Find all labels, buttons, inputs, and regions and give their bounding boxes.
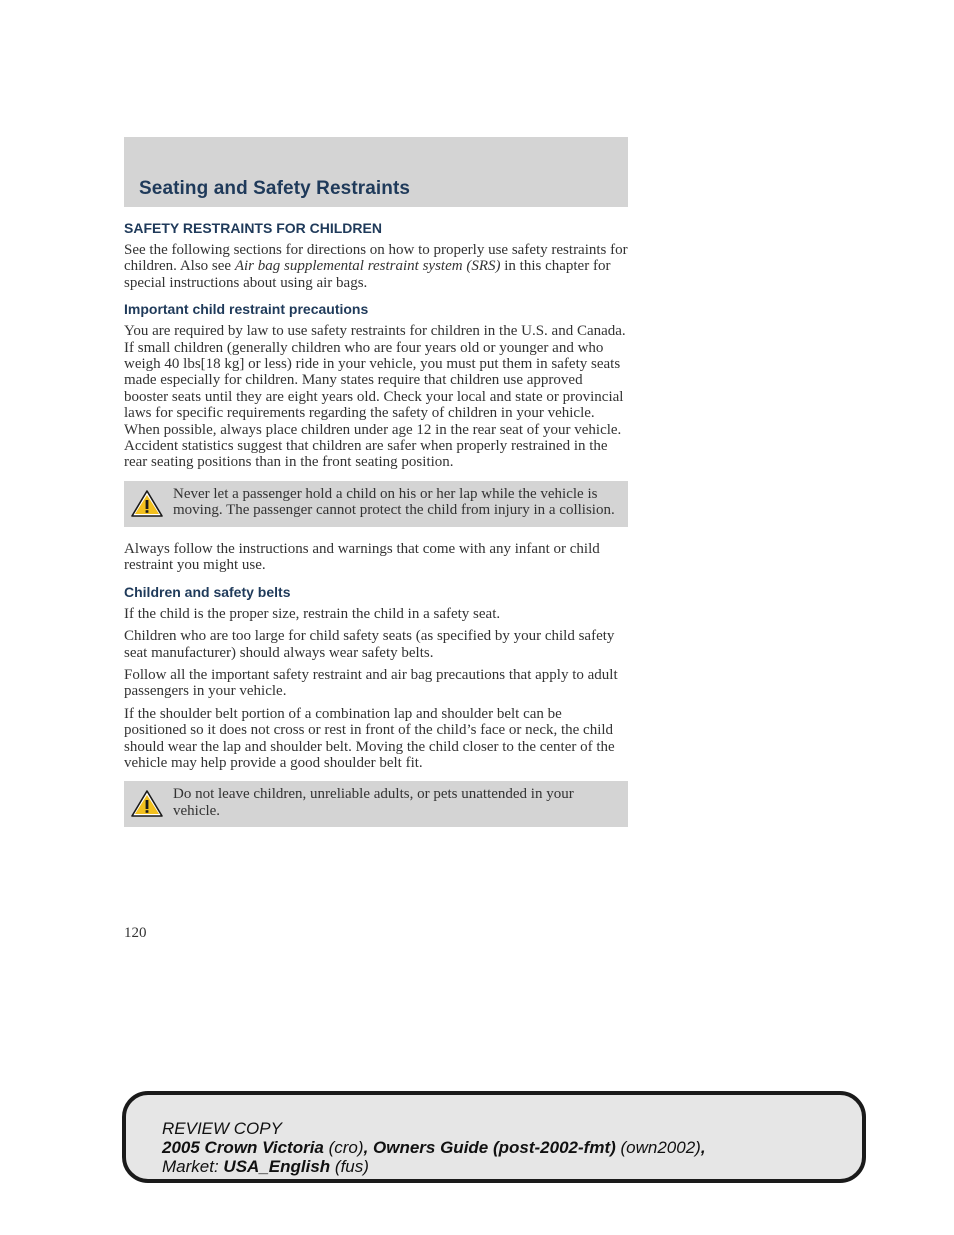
page-title: Seating and Safety Restraints xyxy=(139,178,411,199)
review-copy-label: REVIEW COPY xyxy=(162,1119,282,1138)
follow-instructions-paragraph: Always follow the instructions and warnings that come with any infant or child restraint you might use. xyxy=(124,540,600,574)
warning-box-lap xyxy=(124,481,628,527)
warning-triangle-icon xyxy=(130,489,164,519)
page-number: 120 xyxy=(124,925,147,941)
footer-market-code: (fus) xyxy=(334,1157,369,1176)
belts-paragraph-3: Follow all the important safety restraint and air bag precautions that apply to adult passengers in your vehicle. xyxy=(124,666,618,700)
warning-box-unattended xyxy=(124,781,628,827)
warning-text-lap: Never let a passenger hold a child on his or her lap while the vehicle is moving. The passenger cannot protect the child from injury in a collision. xyxy=(173,485,615,519)
belts-paragraph-2: Children who are too large for child safety seats (as specified by your child safety seat manufacturer) should always wear safety belts. xyxy=(124,628,615,661)
footer-market-label: Market: xyxy=(162,1157,219,1176)
warning-triangle-icon xyxy=(130,789,164,819)
footer-guide-code: (own2002) xyxy=(620,1138,701,1157)
footer-model: 2005 Crown Victoria xyxy=(162,1138,324,1157)
footer-market: USA_English xyxy=(223,1157,331,1176)
footer-model-code: (cro) xyxy=(328,1138,364,1157)
main-content xyxy=(124,220,628,841)
footer-guide-line xyxy=(162,1138,706,1157)
belts-heading: Children and safety belts xyxy=(124,583,291,600)
intro-text-after: in this chapter for special instructions about using air bags. xyxy=(124,258,611,291)
footer-text xyxy=(162,1119,706,1176)
belts-paragraph-1: If the child is the proper size, restrain the child in a safety seat. xyxy=(124,605,501,622)
warning-text-unattended: Do not leave children, unreliable adults, or pets unattended in your vehicle. xyxy=(173,786,574,819)
belts-paragraph-4: If the shoulder belt portion of a combination lap and shoulder belt can be positioned so it does not cross or rest in front of the child’s face or neck, the child should wear the lap and shoulder belt. Moving the child closer to the center of the vehicle may help provide a good shoulder belt fit. xyxy=(124,705,615,771)
review-copy-footer xyxy=(122,1091,866,1183)
section-heading: SAFETY RESTRAINTS FOR CHILDREN xyxy=(124,220,382,236)
footer-comma: , xyxy=(700,1138,706,1157)
intro-paragraph xyxy=(124,242,628,291)
precautions-paragraph: You are required by law to use safety restraints for children in the U.S. and Canada. If small children (generally children who are four years old or younger and who weigh 40 lbs[18 kg] or less) ride in your vehicle, you must put them in safety seats made especially for children. Many states require that children use approved booster seats until they are eight years old. Check your local and state or provincial laws for specific requirements regarding the safety of children in your vehicle. When possible, always place children under age 12 in the rear seat of your vehicle. Accident statistics suggest that children are safer when properly restrained in the rear seating positions than in the front seating position. xyxy=(124,323,626,471)
intro-text-before: See the following sections for directions on how to properly use safety restraints for children. Also see xyxy=(124,242,628,275)
footer-market-line xyxy=(162,1157,706,1176)
section-header-bar xyxy=(124,137,628,207)
precautions-heading: Important child restraint precautions xyxy=(124,301,369,318)
srs-reference: Air bag supplemental restraint system (SRS) xyxy=(234,258,501,275)
footer-guide: , Owners Guide (post-2002-fmt) xyxy=(363,1138,616,1157)
